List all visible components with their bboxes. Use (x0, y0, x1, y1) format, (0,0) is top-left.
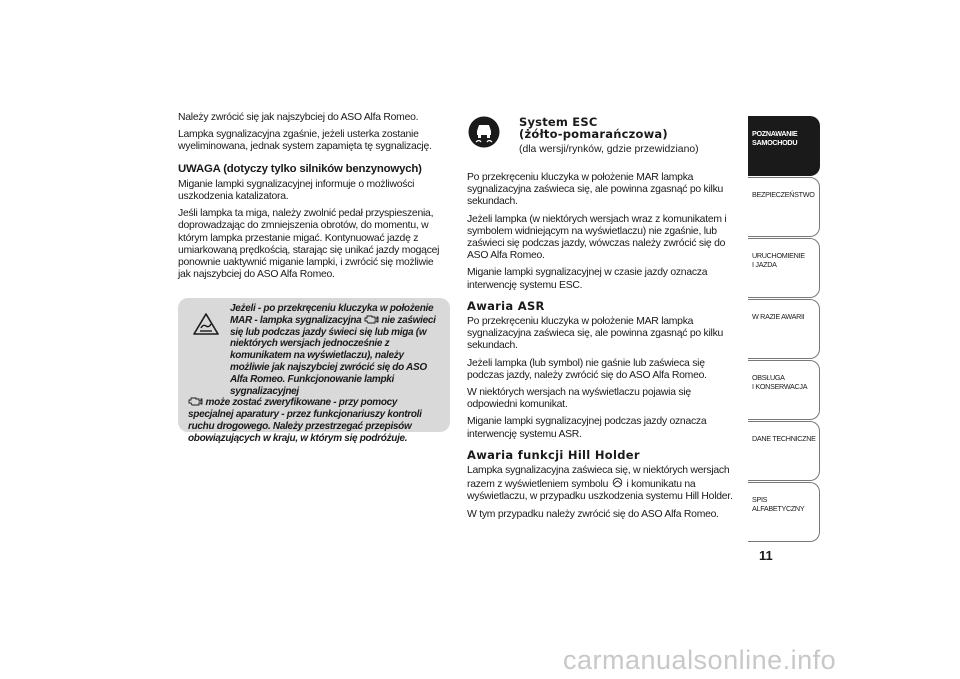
paragraph: Lampka sygnalizacyjna zgaśnie, jeżeli usterka zostanie wyeliminowana, jednak system zapamięta tę sygnalizację. (178, 129, 432, 153)
hill-text-b: i komunikatu na wyświetlaczu, w przypadku uszkodzenia systemu Hill Holder. (467, 479, 733, 503)
paragraph: Miganie lampki sygnalizacyjnej w czasie jazdy oznacza interwencję systemu ESC. (467, 267, 708, 291)
tab-poznawanie-samochodu[interactable]: POZNAWANIE SAMOCHODU (748, 116, 820, 176)
esc-title (519, 116, 668, 140)
paragraph: Miganie lampki sygnalizacyjnej informuje o możliwości uszkodzenia katalizatora. (178, 178, 415, 203)
uwaga-heading: UWAGA (dotyczy tylko silników benzynowych) (178, 162, 422, 175)
esc-subtitle: (dla wersji/rynków, gdzie przewidziano) (519, 144, 699, 155)
tab-dane-techniczne[interactable]: DANE TECHNICZNE (748, 421, 820, 481)
asr-heading: Awaria ASR (467, 298, 545, 313)
esc-header (467, 116, 739, 162)
engine-icon (364, 315, 379, 324)
paragraph: Należy zwrócić się jak najszybciej do ASO Alfa Romeo. (178, 112, 419, 123)
tab-uruchomienie-i-jazda[interactable]: URUCHOMIENIE I JAZDA (748, 238, 820, 298)
page-number: 11 (759, 548, 773, 563)
paragraph: Jeśli lampka ta miga, należy zwolnić pedał przyspieszenia, doprowadzając do zmniejszenia obrotów, do momentu, w którym lampka przestanie migać. Kontynuować jazdę z umiarkowaną prędkością, starając się unikać jazdy mogącej ponownie uaktywnić miganie lampki, i zwrócić się możliwie jak najszybciej do ASO Alfa Romeo. (178, 208, 440, 281)
tab-w-razie-awarii[interactable]: W RAZIE AWARII (748, 299, 820, 359)
paragraph: Jeżeli lampka (lub symbol) nie gaśnie lub zaświeca się podczas jazdy, należy zwrócić się do ASO Alfa Romeo. (467, 357, 707, 381)
warning-part-3: może zostać zweryfikowane - przy pomocy specjalnej aparatury - przez funkcjonariuszy kontroli ruchu drogowego. Należy przestrzegać przepisów obowiązujących w kraju, w którym się podróżuje. (188, 397, 422, 444)
paragraph: Jeżeli lampka (w niektórych wersjach wraz z komunikatem i symbolem widniejącym na wyświetlaczu) nie zgaśnie, lub zaświeci się podczas jazdy, wówczas należy zwrócić się do ASO Alfa Romeo. (467, 213, 727, 262)
hill-holder-icon (611, 477, 624, 488)
paragraph: Po przekręceniu kluczyka w położenie MAR lampka sygnalizacyjna zaświeca się, ale powinna zgasnąć po kilku sekundach. (467, 316, 724, 352)
left-column (178, 112, 440, 286)
engine-icon (188, 397, 203, 406)
warning-part-2: nie zaświeci się lub podczas jazdy świeci się lub miga (w niektórych wersjach jednocześnie z komunikatem na wyświetlaczu), należy możliwie jak najszybciej zwrócić się do ASO Alfa Romeo. Funkcjonowanie lampki sygnalizacyjnej (230, 314, 436, 397)
hill-text-a: Lampka sygnalizacyjna zaświeca się, w niektórych wersjach razem z wyświetleniem symbolu (467, 465, 730, 491)
tab-spis-alfabetyczny[interactable]: SPIS ALFABETYCZNY (748, 482, 820, 542)
hill-holder-heading: Awaria funkcji Hill Holder (467, 447, 640, 462)
tab-obsluga-i-konserwacja[interactable]: OBSŁUGA I KONSERWACJA (748, 360, 820, 420)
warning-box (178, 298, 450, 444)
paragraph: W tym przypadku należy zwrócić się do ASO Alfa Romeo. (467, 508, 719, 520)
tab-bezpieczenstwo[interactable]: BEZPIECZEŃSTWO (748, 177, 820, 237)
warning-text (188, 303, 443, 445)
right-column (467, 116, 739, 526)
esc-skid-icon (467, 116, 501, 148)
warning-part-1: Jeżeli - po przekręceniu kluczyka w położenie MAR - lampka sygnalizacyjna (230, 303, 434, 326)
esc-title-line2: (żółto-pomarańczowa) (519, 127, 668, 141)
paragraph: W niektórych wersjach na wyświetlaczu pojawia się odpowiedni komunikat. (467, 387, 691, 411)
paragraph: Po przekręceniu kluczyka w położenie MAR lampka sygnalizacyjna zaświeca się, ale powinna zgasnąć po kilku sekundach. (467, 172, 724, 208)
paragraph: Miganie lampki sygnalizacyjnej podczas jazdy oznacza interwencję systemu ASR. (467, 416, 707, 440)
chapter-sidebar (748, 116, 820, 543)
watermark: carmanualsonline.info (563, 645, 837, 675)
paragraph (467, 465, 739, 504)
esc-title-line1: System ESC (519, 115, 598, 129)
